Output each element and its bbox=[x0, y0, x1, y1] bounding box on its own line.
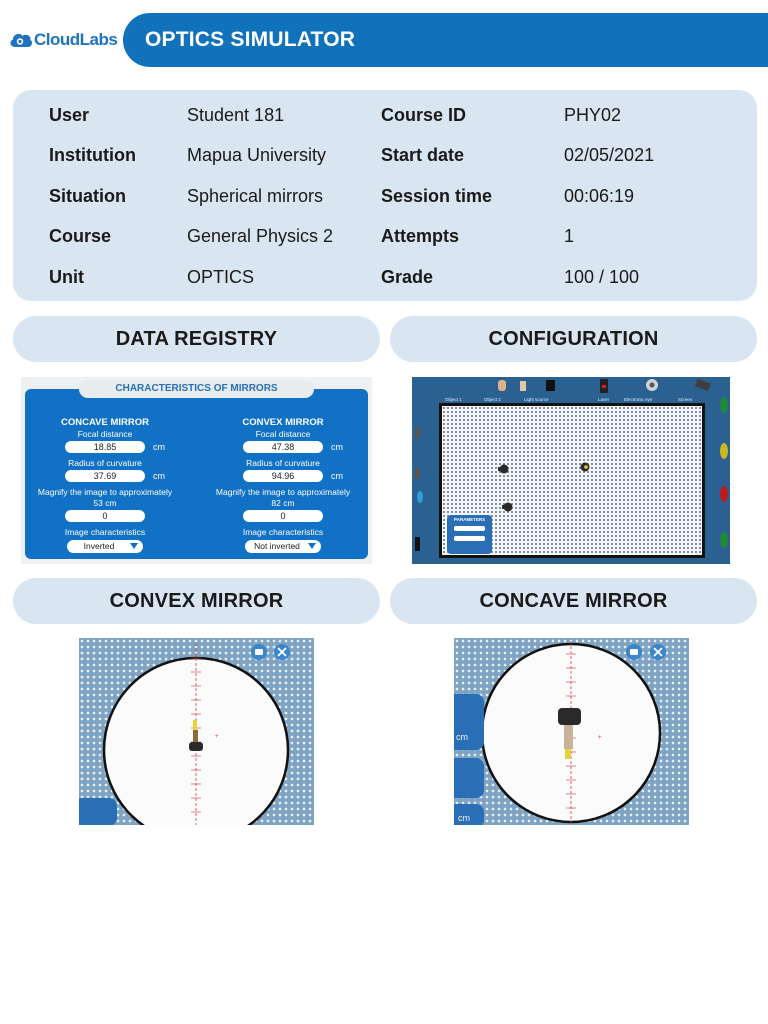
select-value: Not inverted bbox=[254, 541, 300, 551]
right-equipment-rail bbox=[710, 397, 730, 562]
info-value: Spherical mirrors bbox=[187, 186, 324, 206]
concave-mirror-tool[interactable] bbox=[415, 427, 420, 439]
concave-mirror-magnifier bbox=[454, 638, 689, 825]
concave-magnify-input[interactable]: 0 bbox=[65, 510, 145, 522]
info-label: Grade bbox=[381, 267, 434, 287]
image-characteristics-label: Image characteristics bbox=[242, 527, 324, 537]
unit-label: cm bbox=[153, 442, 165, 452]
screenshot-button[interactable] bbox=[626, 644, 642, 660]
parameter-input[interactable] bbox=[454, 526, 485, 531]
svg-text:+: + bbox=[215, 734, 219, 740]
convex-characteristics-select[interactable] bbox=[245, 540, 321, 553]
parameters-title: PARAMETERS bbox=[453, 517, 486, 522]
mirror-characteristics-form bbox=[25, 389, 368, 559]
light-source-tool[interactable] bbox=[546, 380, 555, 391]
view-unit-label: cm bbox=[458, 813, 470, 823]
concave-focal-input[interactable]: 18.85 bbox=[65, 441, 145, 453]
flat-mirror-tool[interactable] bbox=[415, 537, 420, 551]
info-label: Course ID bbox=[381, 105, 467, 125]
info-row bbox=[13, 186, 757, 210]
convex-mirror-view bbox=[79, 638, 314, 825]
configuration-panel bbox=[412, 377, 730, 564]
filter-yellow-tool[interactable] bbox=[720, 443, 728, 459]
mirror-marker[interactable] bbox=[502, 503, 513, 512]
screen-tool[interactable] bbox=[695, 379, 711, 391]
convex-column bbox=[213, 417, 353, 557]
parameter-input[interactable] bbox=[454, 536, 485, 541]
info-row bbox=[13, 145, 757, 169]
toolbar-label: Object 1 bbox=[445, 397, 462, 402]
info-value: 00:06:19 bbox=[564, 186, 635, 206]
info-label: Course bbox=[49, 226, 112, 246]
logo-text: CloudLabs bbox=[34, 30, 118, 49]
info-value: PHY02 bbox=[564, 105, 622, 125]
concave-title: CONCAVE MIRROR bbox=[61, 417, 149, 428]
close-icon[interactable] bbox=[274, 644, 290, 660]
close-icon[interactable] bbox=[650, 644, 666, 660]
info-label: Institution bbox=[49, 145, 136, 165]
section-header-data-registry: DATA REGISTRY bbox=[13, 316, 380, 362]
unit-label: cm bbox=[331, 471, 343, 481]
unit-label: cm bbox=[331, 442, 343, 452]
info-value: Student 181 bbox=[187, 105, 285, 125]
section-header-convex-mirror: CONVEX MIRROR bbox=[13, 578, 380, 624]
info-label: Attempts bbox=[381, 226, 460, 246]
info-row bbox=[13, 267, 757, 291]
convex-radius-input[interactable]: 94.96 bbox=[243, 470, 323, 482]
info-value: 02/05/2021 bbox=[564, 145, 655, 165]
light-source-marker[interactable] bbox=[581, 463, 590, 472]
convex-mirror-tool[interactable] bbox=[415, 467, 420, 479]
toolbar-label: Object 2 bbox=[484, 397, 501, 402]
info-label: User bbox=[49, 105, 90, 125]
toolbar-label: Electronic eye bbox=[624, 397, 653, 402]
object-marker[interactable] bbox=[498, 465, 509, 474]
info-row bbox=[13, 105, 757, 129]
info-row bbox=[13, 226, 757, 250]
info-label: Situation bbox=[49, 186, 126, 206]
toolbar-label: Laser bbox=[598, 397, 610, 402]
radius-label: Radius of curvature bbox=[246, 458, 320, 468]
toolbar-label: Screen bbox=[678, 397, 693, 402]
focal-label: Focal distance bbox=[77, 429, 133, 439]
info-label: Unit bbox=[49, 267, 84, 287]
info-value: General Physics 2 bbox=[187, 226, 334, 246]
section-header-configuration: CONFIGURATION bbox=[390, 316, 757, 362]
concave-mirror-view bbox=[454, 638, 689, 825]
registry-heading: CHARACTERISTICS OF MIRRORS bbox=[79, 380, 314, 398]
equipment-toolbar bbox=[426, 377, 716, 401]
select-value: Inverted bbox=[83, 541, 115, 551]
parameters-panel bbox=[447, 515, 492, 554]
focal-label: Focal distance bbox=[255, 429, 311, 439]
cloud-logo-icon bbox=[9, 31, 33, 49]
concave-column bbox=[35, 417, 175, 557]
object-2-tool[interactable] bbox=[520, 381, 526, 391]
section-header-concave-mirror: CONCAVE MIRROR bbox=[390, 578, 757, 624]
session-info-card bbox=[13, 90, 757, 301]
convex-title: CONVEX MIRROR bbox=[242, 417, 324, 428]
page-title: OPTICS SIMULATOR bbox=[145, 28, 356, 51]
convex-magnify-input[interactable]: 0 bbox=[243, 510, 323, 522]
unit-label: cm bbox=[153, 471, 165, 481]
svg-text:+: + bbox=[598, 735, 602, 741]
info-value: Mapua University bbox=[187, 145, 327, 165]
dropdown-arrow-icon bbox=[130, 543, 138, 549]
left-equipment-rail bbox=[412, 397, 438, 562]
prism-tool[interactable] bbox=[720, 532, 728, 548]
radius-label: Radius of curvature bbox=[68, 458, 142, 468]
image-characteristics-label: Image characteristics bbox=[64, 527, 146, 537]
data-registry-panel bbox=[21, 377, 372, 564]
convex-focal-input[interactable]: 47.38 bbox=[243, 441, 323, 453]
convex-mirror-magnifier bbox=[79, 638, 314, 825]
info-value: 1 bbox=[564, 226, 575, 246]
laser-tool[interactable] bbox=[600, 379, 608, 393]
concave-radius-input[interactable]: 37.69 bbox=[65, 470, 145, 482]
magnify-label: Magnify the image to approximately 53 cm bbox=[37, 487, 173, 508]
toolbar-label: Light source bbox=[524, 397, 549, 402]
lens-tool[interactable] bbox=[417, 491, 423, 503]
cloudlabs-logo bbox=[9, 27, 117, 53]
dropdown-arrow-icon bbox=[308, 543, 316, 549]
info-value: OPTICS bbox=[187, 267, 255, 287]
magnify-label: Magnify the image to approximately 82 cm bbox=[215, 487, 351, 508]
object-1-tool[interactable] bbox=[498, 380, 506, 391]
electronic-eye-tool[interactable] bbox=[646, 379, 658, 391]
screenshot-button[interactable] bbox=[251, 644, 267, 660]
filter-red-tool[interactable] bbox=[720, 486, 728, 502]
info-label: Session time bbox=[381, 186, 493, 206]
concave-characteristics-select[interactable] bbox=[67, 540, 143, 553]
info-value: 100 / 100 bbox=[564, 267, 640, 287]
title-bar bbox=[123, 13, 768, 67]
view-unit-label: cm bbox=[456, 732, 468, 742]
filter-green-tool[interactable] bbox=[720, 397, 728, 413]
info-label: Start date bbox=[381, 145, 465, 165]
